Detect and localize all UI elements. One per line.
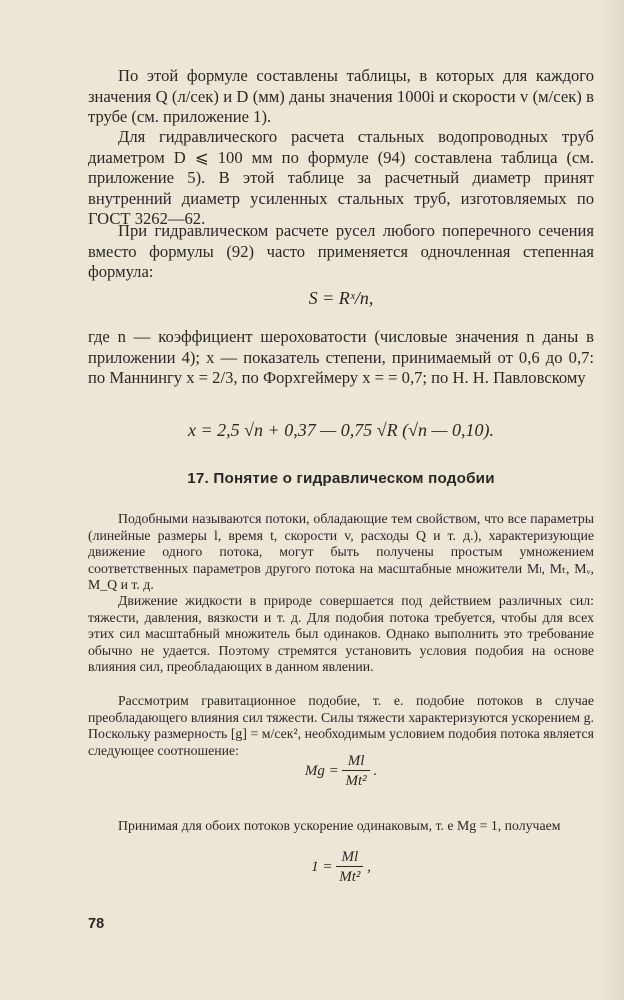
- formula-pavlovsky: x = 2,5 √n + 0,37 — 0,75 √R (√n — 0,10).: [188, 420, 494, 440]
- formula-3-lhs: Mg =: [304, 762, 339, 779]
- paragraph-5: Подобными называются потоки, обладающие тем свойством, что все параметры (линейные размеры l, время t, скорости v, расходы Q и т. д.), характеризующие движение одного потока, могут быть получены простым умножением соответственных параметров другого потока на масштабные множители Mₗ, Mₜ, Mᵥ, M_Q и т. д.: [88, 511, 594, 593]
- paragraph-7: Рассмотрим гравитационное подобие, т. е. подобие потоков в случае преобладающего влияния сил тяжести. Силы тяжести характеризуются ускорением g. Поскольку размерность [g] = м/сек², необходимым условием подобия потока является следующее соотношение:: [88, 693, 594, 758]
- formula-manning: S = Rˣ/n,: [308, 288, 374, 308]
- formula-4-lhs: 1 =: [311, 858, 333, 875]
- formula-4-fraction: [336, 848, 363, 887]
- formula-3-tail: .: [373, 762, 378, 779]
- page-edge-shadow: [598, 0, 624, 1000]
- formula-3-numerator: Ml: [342, 752, 369, 771]
- page-number: 78: [88, 916, 105, 932]
- paragraph-4: где n — коэффициент шероховатости (числовые значения n даны в приложении 4); x — показатель степени, принимаемый от 0,6 до 0,7: по Маннингу x = 2/3, по Форхгеймеру x = = 0,7; по Н. Н. Павловскому: [88, 327, 594, 388]
- paragraph-8: Принимая для обоих потоков ускорение одинаковым, т. е Mg = 1, получаем: [118, 818, 561, 833]
- formula-3-denominator: Mt²: [345, 773, 367, 789]
- formula-4-tail: ,: [367, 858, 371, 875]
- formula-4-denominator: Mt²: [339, 869, 361, 885]
- formula-4-numerator: Ml: [336, 848, 363, 867]
- section-heading: 17. Понятие о гидравлическом подобии: [187, 470, 495, 487]
- formula-3-fraction: [342, 752, 369, 791]
- formula-unit-scale: [88, 848, 594, 887]
- paragraph-6: Движение жидкости в природе совершается под действием различных сил: тяжести, давления, вязкости и т. д. Для подобия потока требуется, чтобы для всех этих сил масштабный множитель был одинаков. Однако выполнить это требование обычно не удается. Поэтому стремятся установить условия подобия на основе влияния сил, преобладающих в данном явлении.: [88, 593, 594, 675]
- paragraph-2: Для гидравлического расчета стальных водопроводных труб диаметром D ⩽ 100 мм по формуле (94) составлена таблица (см. приложение 5). В этой таблице за расчетный диаметр принят внутренний диаметр усиленных стальных труб, изготовляемых по ГОСТ 3262—62.: [88, 127, 594, 229]
- paragraph-3: При гидравлическом расчете русел любого поперечного сечения вместо формулы (92) часто применяется одночленная степенная формула:: [88, 221, 594, 282]
- paragraph-1: По этой формуле составлены таблицы, в которых для каждого значения Q (л/сек) и D (мм) даны значения 1000i и скорости v (м/сек) в трубе (см. приложение 1).: [88, 66, 594, 127]
- formula-gravity-similarity: [88, 752, 594, 791]
